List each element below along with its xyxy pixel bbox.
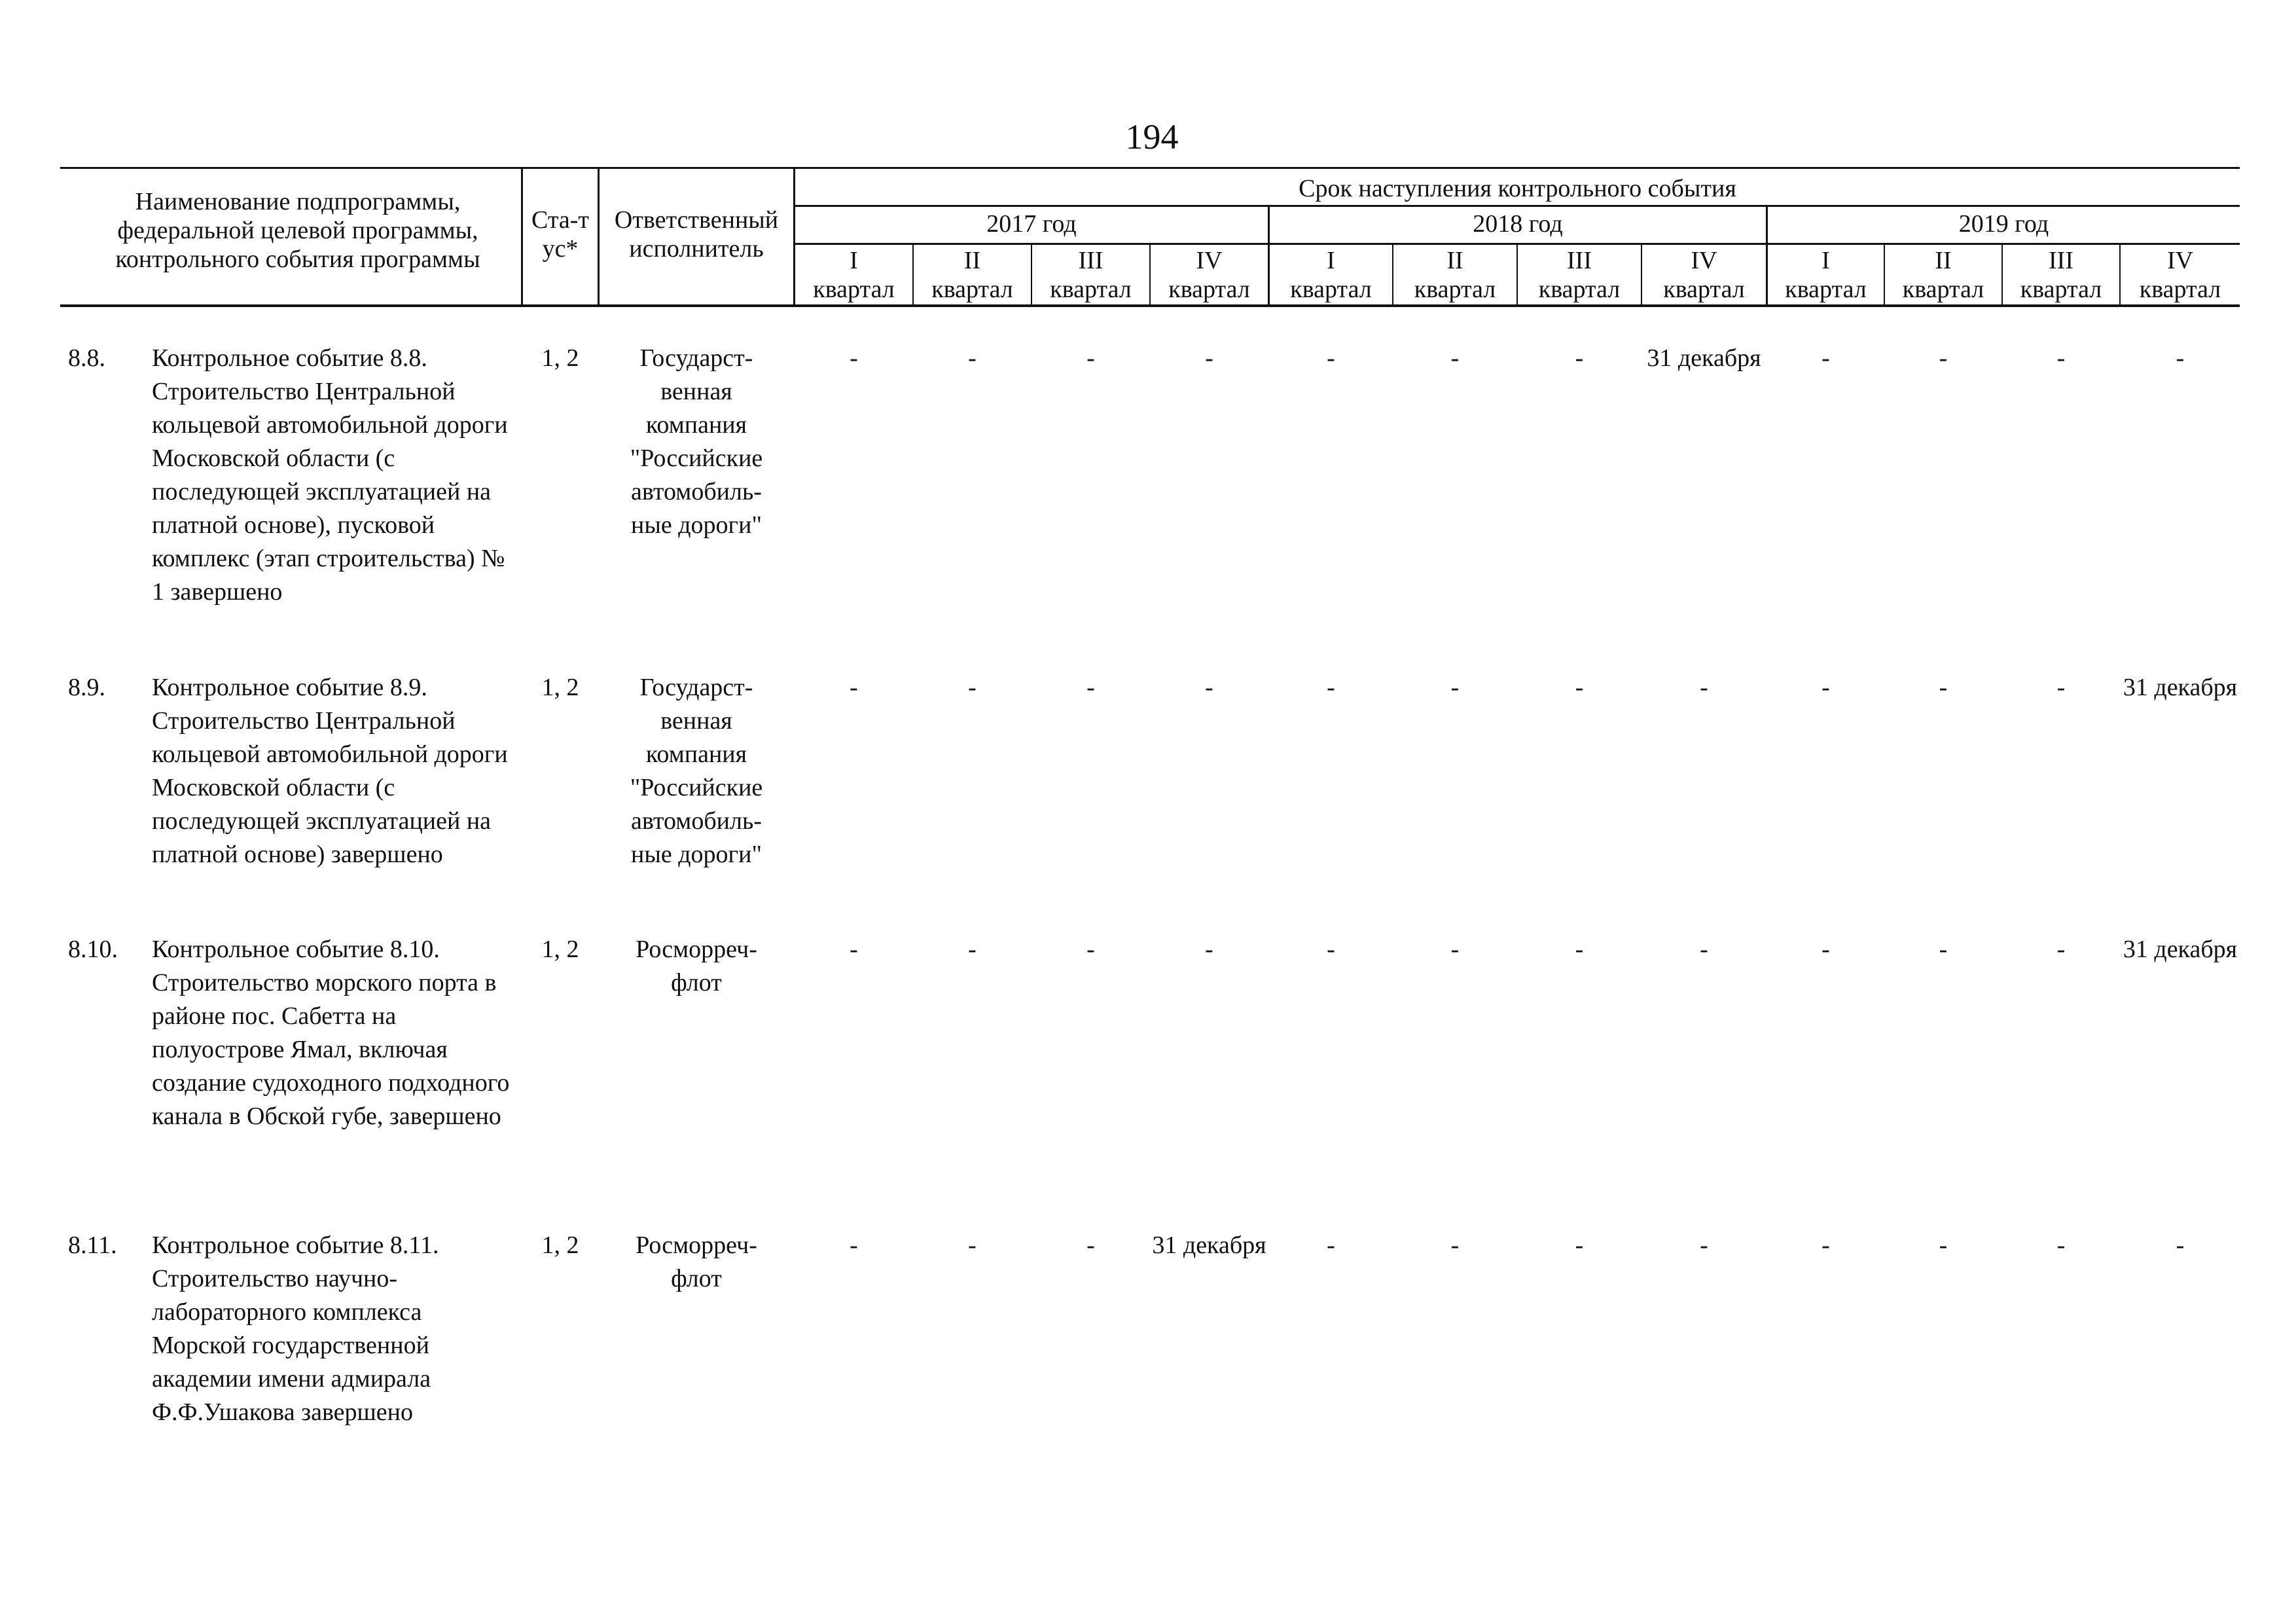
quarter-cell: - [1939, 1231, 1948, 1259]
header-quarter-number: III [1567, 247, 1592, 274]
row-responsible: Росморреч-флот [636, 936, 757, 996]
quarter-cell: 31 декабря [1152, 1231, 1266, 1259]
header-top-rule [60, 167, 2240, 169]
header-quarter-number: IV [2166, 247, 2194, 274]
quarter-cell: - [968, 344, 977, 372]
quarter-cell: - [1327, 1231, 1335, 1259]
quarter-cell: - [1939, 936, 1948, 963]
row-number: 8.10. [68, 936, 118, 963]
row-status: 1, 2 [541, 344, 579, 372]
quarter-cell: - [1450, 1231, 1460, 1259]
quarter-cell: - [968, 936, 977, 963]
name-col-divider [521, 169, 523, 306]
quarter-cell: - [1450, 936, 1460, 963]
quarter-cell: - [1205, 674, 1213, 701]
quarter-cell: - [1575, 936, 1584, 963]
quarter-cell: - [850, 674, 858, 701]
quarter-cell: - [2056, 344, 2066, 372]
header-quarter-number: IV [1196, 247, 1223, 274]
quarter-cell: - [2176, 1231, 2185, 1259]
quarter-cell: - [1327, 936, 1335, 963]
quarter-cell: - [1450, 674, 1460, 701]
quarter-cell: - [850, 936, 858, 963]
row-number: 8.8. [68, 344, 105, 372]
header-quarter-word: квартал [813, 276, 895, 303]
quarter-cell: - [850, 1231, 858, 1259]
quarter-cell: - [1575, 344, 1584, 372]
quarter-cell: - [1821, 936, 1830, 963]
header-responsible-column: Ответственный исполнитель [614, 206, 779, 263]
header-status-column: Ста-тус* [531, 206, 590, 263]
header-quarter-number: I [850, 247, 858, 274]
quarter-cell: 31 декабря [2123, 936, 2238, 963]
quarter-cell: - [1205, 936, 1213, 963]
row-responsible: Государст-венная компания "Российские автомобиль-ные дороги" [630, 344, 763, 539]
quarter-cell: - [1327, 344, 1335, 372]
header-quarter-word: квартал [2139, 276, 2221, 303]
quarter-cell: 31 декабря [2123, 674, 2238, 701]
header-quarter-number: II [1446, 247, 1463, 274]
header-quarter-number: II [963, 247, 981, 274]
header-quarter-word: квартал [2020, 276, 2102, 303]
quarter-cell: - [1575, 674, 1584, 701]
quarter-cell: - [1700, 674, 1708, 701]
quarter-cell: - [1939, 674, 1948, 701]
header-quarter-number: III [2049, 247, 2073, 274]
header-name-column: Наименование подпрограммы, федеральной целевой программы, контрольного события программы [115, 188, 480, 273]
row-title: Контрольное событие 8.11. Строительство научно-лабораторного комплекса Морской государственной академии имени адмирала Ф.Ф.Ушакова завершено [152, 1231, 439, 1426]
row-number: 8.9. [68, 674, 105, 701]
quarter-cell: - [1700, 936, 1708, 963]
quarter-cell: - [1821, 1231, 1830, 1259]
quarter-cell: - [1821, 344, 1830, 372]
header-deadline: Срок наступления контрольного события [1299, 175, 1736, 202]
header-quarter-word: квартал [931, 276, 1013, 303]
quarter-cell: - [968, 674, 977, 701]
row-title: Контрольное событие 8.8. Строительство Центральной кольцевой автомобильной дороги Московской области (с последующей эксплуатацией на платной основе), пусковой комплекс (этап строительства) № 1 завершено [152, 344, 508, 606]
page-number: 194 [1125, 117, 1179, 156]
header-year-2017: 2017 год [986, 210, 1077, 238]
quarter-cell: - [2056, 936, 2066, 963]
header-quarter-word: квартал [1663, 276, 1745, 303]
header-quarter-number: II [1935, 247, 1952, 274]
quarter-cell: - [2176, 344, 2185, 372]
header-quarter-number: IV [1691, 247, 1717, 274]
quarter-cell: - [1821, 674, 1830, 701]
deadline-bottom-rule [795, 205, 2240, 207]
header-quarter-word: квартал [1902, 276, 1984, 303]
quarter-cell: - [1205, 344, 1213, 372]
header-quarter-word: квартал [1050, 276, 1132, 303]
quarter-cell: - [1450, 344, 1460, 372]
header-quarter-word: квартал [1414, 276, 1496, 303]
row-status: 1, 2 [541, 936, 579, 963]
quarter-cell: - [1575, 1231, 1584, 1259]
row-status: 1, 2 [541, 1231, 579, 1259]
header-year-2019: 2019 год [1958, 210, 2049, 238]
row-title: Контрольное событие 8.10. Строительство морского порта в районе пос. Сабетта на полуострове Ямал, включая создание судоходного подходного канала в Обской губе, завершено [152, 936, 510, 1130]
quarter-cell: - [1086, 674, 1095, 701]
quarter-cell: - [968, 1231, 977, 1259]
header-quarter-word: квартал [1290, 276, 1372, 303]
header-quarter-word: квартал [1538, 276, 1621, 303]
header-quarter-word: квартал [1785, 276, 1867, 303]
quarter-cell: - [1086, 344, 1095, 372]
row-responsible: Росморреч-флот [636, 1231, 757, 1292]
status-col-divider [598, 169, 600, 306]
quarter-cell: - [1327, 674, 1335, 701]
quarter-cell: - [1086, 1231, 1095, 1259]
header-quarter-number: I [1821, 247, 1830, 274]
quarter-cell: 31 декабря [1647, 344, 1761, 372]
row-responsible: Государст-венная компания "Российские автомобиль-ные дороги" [630, 674, 763, 868]
row-title: Контрольное событие 8.9. Строительство Центральной кольцевой автомобильной дороги Московской области (с последующей эксплуатацией на платной основе) завершено [152, 674, 508, 868]
header-quarter-number: I [1327, 247, 1335, 274]
row-number: 8.11. [68, 1231, 117, 1259]
header-year-2018: 2018 год [1473, 210, 1563, 238]
quarter-cell: - [850, 344, 858, 372]
header-quarter-word: квартал [1168, 276, 1250, 303]
row-status: 1, 2 [541, 674, 579, 701]
quarter-cell: - [2056, 1231, 2066, 1259]
quarter-cell: - [1086, 936, 1095, 963]
header-quarter-number: III [1078, 247, 1103, 274]
quarter-cell: - [2056, 674, 2066, 701]
quarter-cell: - [1700, 1231, 1708, 1259]
quarter-cell: - [1939, 344, 1948, 372]
